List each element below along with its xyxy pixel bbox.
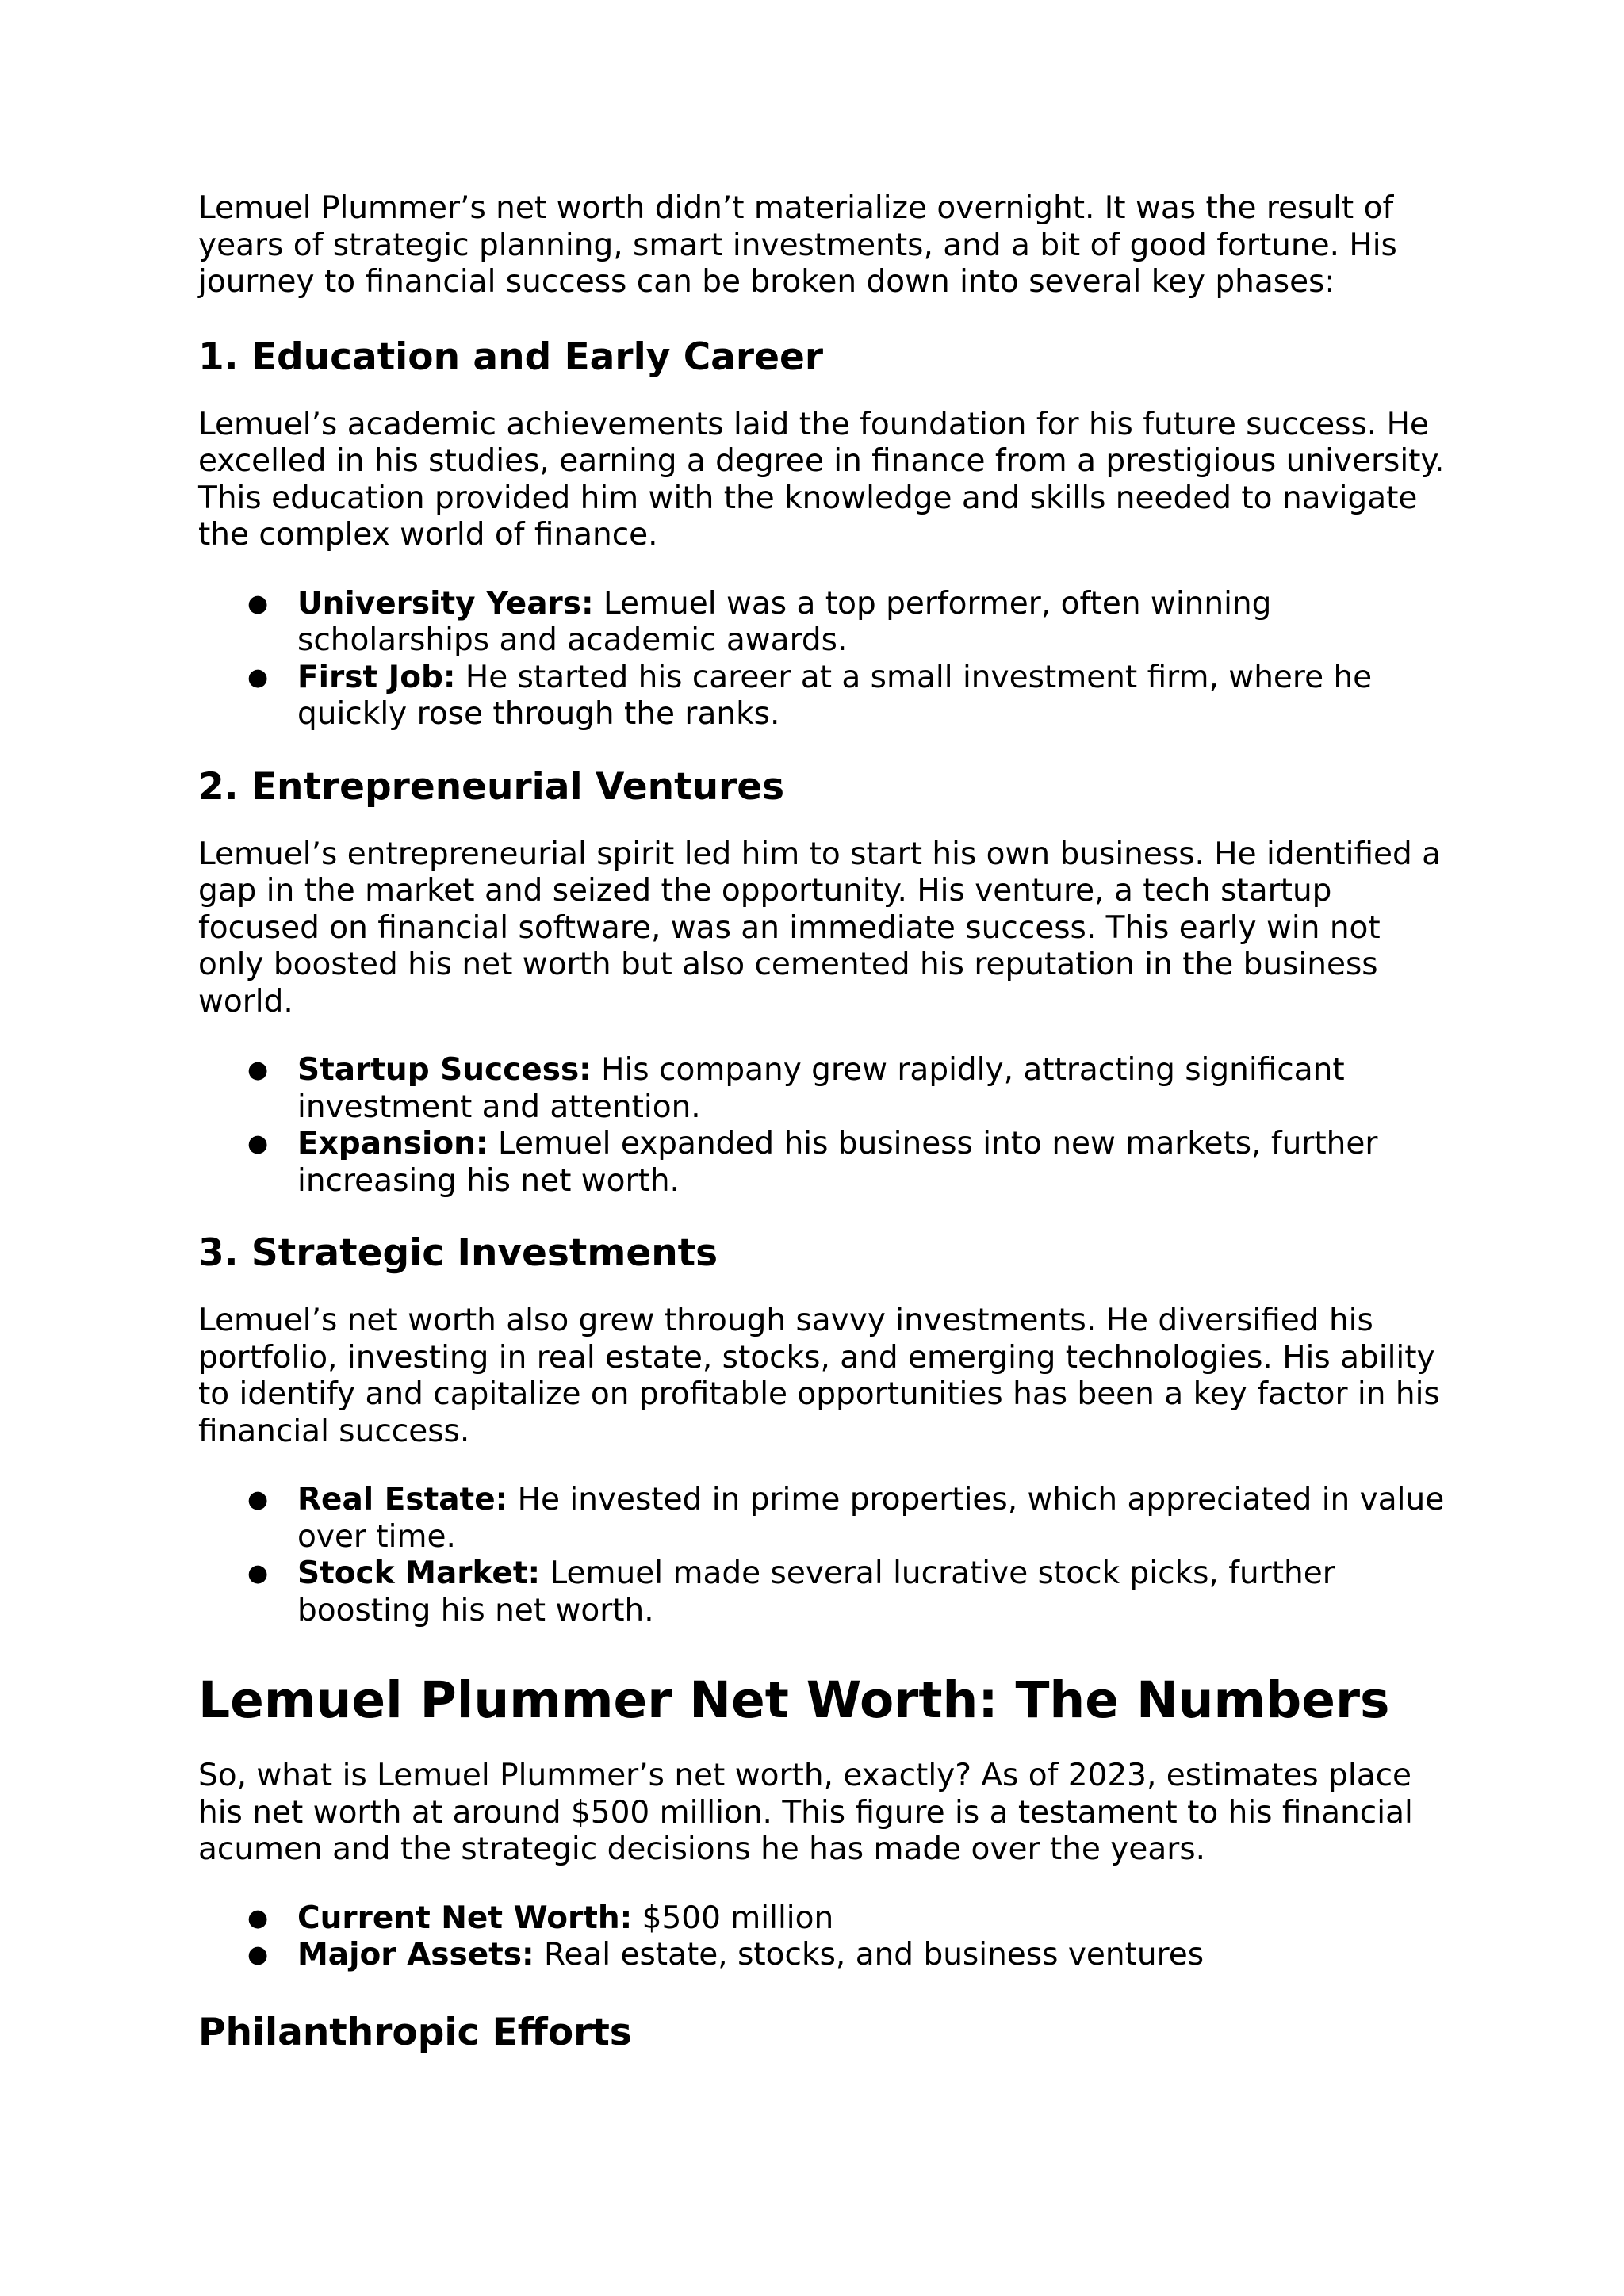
bullet-label: Stock Market: (297, 1556, 541, 1591)
bullet-icon: ● (247, 663, 269, 691)
intro-paragraph: Lemuel Plummer’s net worth didn’t materialize overnight. It was the result of years of strategic planning, smart investments, and a bit of good fortune. His journey to financial success can be broken down into several key phases: (198, 190, 1397, 300)
bullet-list-education (198, 586, 1451, 733)
bullet-icon: ● (247, 1559, 269, 1587)
section-heading-education: 1. Education and Early Career (198, 335, 824, 379)
list-item (247, 1052, 1451, 1126)
list-item (247, 585, 1451, 660)
bullet-text: Lemuel expanded his business into new markets, further increasing his net worth. (297, 1126, 1378, 1199)
numbers-paragraph: So, what is Lemuel Plummer’s net worth, exactly? As of 2023, estimates place his net worth at around $500 million. This figure is a testament to his financial acumen and the strategic decisions he has made over the years. (198, 1758, 1413, 1867)
bullet-text: He started his career at a small investment firm, where he quickly rose through the ranks. (297, 659, 1373, 732)
bullet-text: Real estate, stocks, and business ventures (534, 1937, 1205, 1973)
list-item (247, 1556, 1451, 1629)
bullet-text: Lemuel made several lucrative stock picks, further boosting his net worth. (297, 1556, 1335, 1628)
document-page (198, 190, 1451, 2055)
bullet-label: Major Assets: (297, 1937, 534, 1973)
section-heading-investments: 3. Strategic Investments (198, 1231, 718, 1275)
list-item (247, 1937, 1451, 1974)
bullet-icon: ● (247, 1904, 269, 1932)
bullet-label: Expansion: (297, 1126, 488, 1161)
bullet-list-investments (198, 1482, 1451, 1629)
bullet-list-entrepreneurial (198, 1052, 1451, 1200)
bullet-text: He invested in prime properties, which appreciated in value over time. (297, 1482, 1445, 1555)
bullet-label: Current Net Worth: (297, 1900, 633, 1936)
bullet-label: University Years: (297, 585, 594, 622)
numbers-heading: Lemuel Plummer Net Worth: The Numbers (198, 1671, 1390, 1729)
list-item (247, 1126, 1451, 1200)
section-paragraph-investments: Lemuel’s net worth also grew through savvy investments. He diversified his portfolio, investing in real estate, stocks, and emerging technologies. His ability to identify and capitalize on profitable opportunities has been a key factor in his financial success. (198, 1303, 1440, 1449)
bullet-text: His company grew rapidly, attracting significant investment and attention. (297, 1052, 1345, 1125)
list-item (247, 1482, 1451, 1556)
bullet-text: Lemuel was a top performer, often winning scholarships and academic awards. (297, 585, 1272, 658)
bullet-icon: ● (247, 1941, 269, 1969)
section-paragraph-education: Lemuel’s academic achievements laid the foundation for his future success. He excelled in his studies, earning a degree in finance from a prestigious university. This education provided him with the knowledge and skills needed to navigate the complex world of finance. (198, 406, 1445, 553)
bullet-icon: ● (247, 1486, 269, 1513)
philanthropic-heading: Philanthropic Efforts (198, 2010, 632, 2054)
list-item (247, 659, 1451, 733)
bullet-label: Startup Success: (297, 1052, 592, 1088)
bullet-icon: ● (247, 1130, 269, 1158)
bullet-label: Real Estate: (297, 1482, 508, 1517)
section-heading-entrepreneurial: 2. Entrepreneurial Ventures (198, 764, 785, 809)
bullet-label: First Job: (297, 659, 456, 695)
bullet-text: $500 million (632, 1900, 834, 1936)
bullet-icon: ● (247, 1056, 269, 1084)
list-item (247, 1900, 1451, 1938)
bullet-icon: ● (247, 589, 269, 618)
bullet-list-numbers (198, 1900, 1451, 1974)
section-paragraph-entrepreneurial: Lemuel’s entrepreneurial spirit led him to start his own business. He identified a gap in the market and seized the opportunity. His venture, a tech startup focused on financial software, was an immediate success. This early win not only boosted his net worth but also cemented his reputation in the business world. (198, 836, 1442, 1020)
